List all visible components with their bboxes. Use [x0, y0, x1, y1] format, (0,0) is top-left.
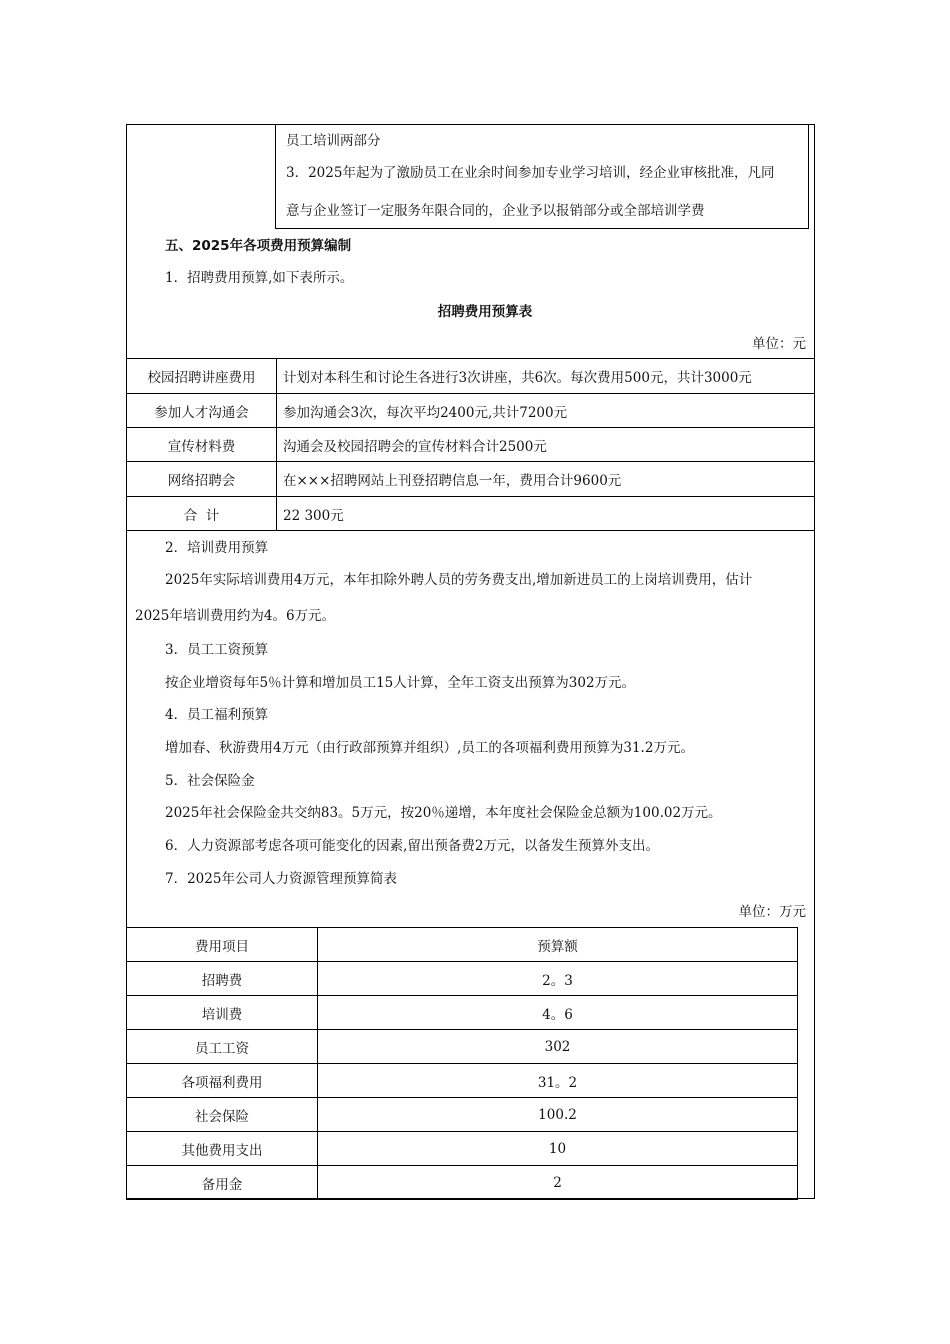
table-row — [127, 394, 815, 428]
recruit-value-cell: 参加沟通会3次，每次平均2400元,共计7200元 — [277, 394, 815, 428]
table-row — [127, 497, 815, 531]
recruit-value-cell: 计划对本科生和讨论生各进行3次讲座，共6次。每次费用500元，共计3000元 — [277, 359, 815, 394]
summary-item-cell: 培训费 — [127, 996, 318, 1030]
recruit-total-label: 合 计 — [127, 497, 277, 531]
top-box-line1: 员工培训两部分 — [286, 133, 381, 149]
table-row — [127, 359, 815, 394]
table-row — [127, 1132, 798, 1166]
p2-title: 2．培训费用预算 — [165, 540, 269, 556]
p2-line2: 2025年培训费用约为4。6万元。 — [135, 608, 336, 624]
top-box-line2: 3．2025年起为了激励员工在业余时间参加专业学习培训，经企业审核批准，凡同 — [286, 165, 775, 181]
top-box-left-divider — [275, 124, 276, 229]
table-row — [127, 1098, 798, 1132]
p3-text: 按企业增资每年5％计算和增加员工15人计算，全年工资支出预算为302万元。 — [165, 675, 636, 691]
p6-text: 6．人力资源部考虑各项可能变化的因素,留出预备费2万元，以备发生预算外支出。 — [165, 838, 659, 854]
summary-table — [126, 927, 798, 1200]
p4-text: 增加春、秋游费用4万元（由行政部预算并组织）,员工的各项福利费用预算为31.2万元。 — [165, 740, 694, 756]
summary-amount-cell: 4。6 — [318, 996, 798, 1030]
summary-amount-cell: 2。3 — [318, 962, 798, 996]
summary-header-item: 费用项目 — [127, 928, 318, 962]
p3-title: 3．员工工资预算 — [165, 642, 269, 658]
p2-line1: 2025年实际培训费用4万元，本年扣除外聘人员的劳务费支出,增加新进员工的上岗培训费用，估计 — [165, 572, 753, 588]
summary-amount-cell: 302 — [318, 1030, 798, 1064]
table-row — [127, 462, 815, 497]
recruit-value-cell: 在×××招聘网站上刊登招聘信息一年，费用合计9600元 — [277, 462, 815, 497]
summary-amount-cell: 100.2 — [318, 1098, 798, 1132]
table-row — [127, 1064, 798, 1098]
summary-item-cell: 招聘费 — [127, 962, 318, 996]
table-row — [127, 1030, 798, 1064]
summary-item-cell: 其他费用支出 — [127, 1132, 318, 1166]
p4-title: 4．员工福利预算 — [165, 707, 269, 723]
top-box-line3: 意与企业签订一定服务年限合同的，企业予以报销部分或全部培训学费 — [286, 203, 705, 219]
recruit-label-cell: 参加人才沟通会 — [127, 394, 277, 428]
table-row — [127, 996, 798, 1030]
summary-table-unit: 单位：万元 — [738, 904, 806, 920]
section5-heading: 五、2025年各项费用预算编制 — [165, 238, 352, 254]
summary-item-cell: 备用金 — [127, 1166, 318, 1200]
recruit-table-unit: 单位：元 — [752, 336, 806, 352]
table-row — [127, 1166, 798, 1200]
table-row — [127, 428, 815, 462]
recruit-value-cell: 沟通会及校园招聘会的宣传材料合计2500元 — [277, 428, 815, 462]
summary-amount-cell: 31。2 — [318, 1064, 798, 1098]
top-box-right-border — [808, 124, 809, 229]
recruit-table — [126, 358, 815, 531]
section5-item1: 1．招聘费用预算,如下表所示。 — [165, 270, 354, 286]
table-header-row — [127, 928, 798, 962]
summary-item-cell: 社会保险 — [127, 1098, 318, 1132]
recruit-label-cell: 校园招聘讲座费用 — [127, 359, 277, 394]
top-box-bottom-border — [275, 228, 809, 229]
p7-title: 7．2025年公司人力资源管理预算简表 — [165, 871, 397, 887]
table-row — [127, 962, 798, 996]
summary-amount-cell: 2 — [318, 1166, 798, 1200]
summary-item-cell: 员工工资 — [127, 1030, 318, 1064]
recruit-table-title: 招聘费用预算表 — [437, 304, 533, 320]
recruit-total-value: 22 300元 — [277, 497, 815, 531]
p5-title: 5．社会保险金 — [165, 773, 255, 789]
summary-header-amount: 预算额 — [318, 928, 798, 962]
summary-amount-cell: 10 — [318, 1132, 798, 1166]
p5-text: 2025年社会保险金共交纳83。5万元，按20％递增，本年度社会保险金总额为100.02万元。 — [165, 805, 722, 821]
recruit-label-cell: 网络招聘会 — [127, 462, 277, 497]
recruit-label-cell: 宣传材料费 — [127, 428, 277, 462]
summary-item-cell: 各项福利费用 — [127, 1064, 318, 1098]
